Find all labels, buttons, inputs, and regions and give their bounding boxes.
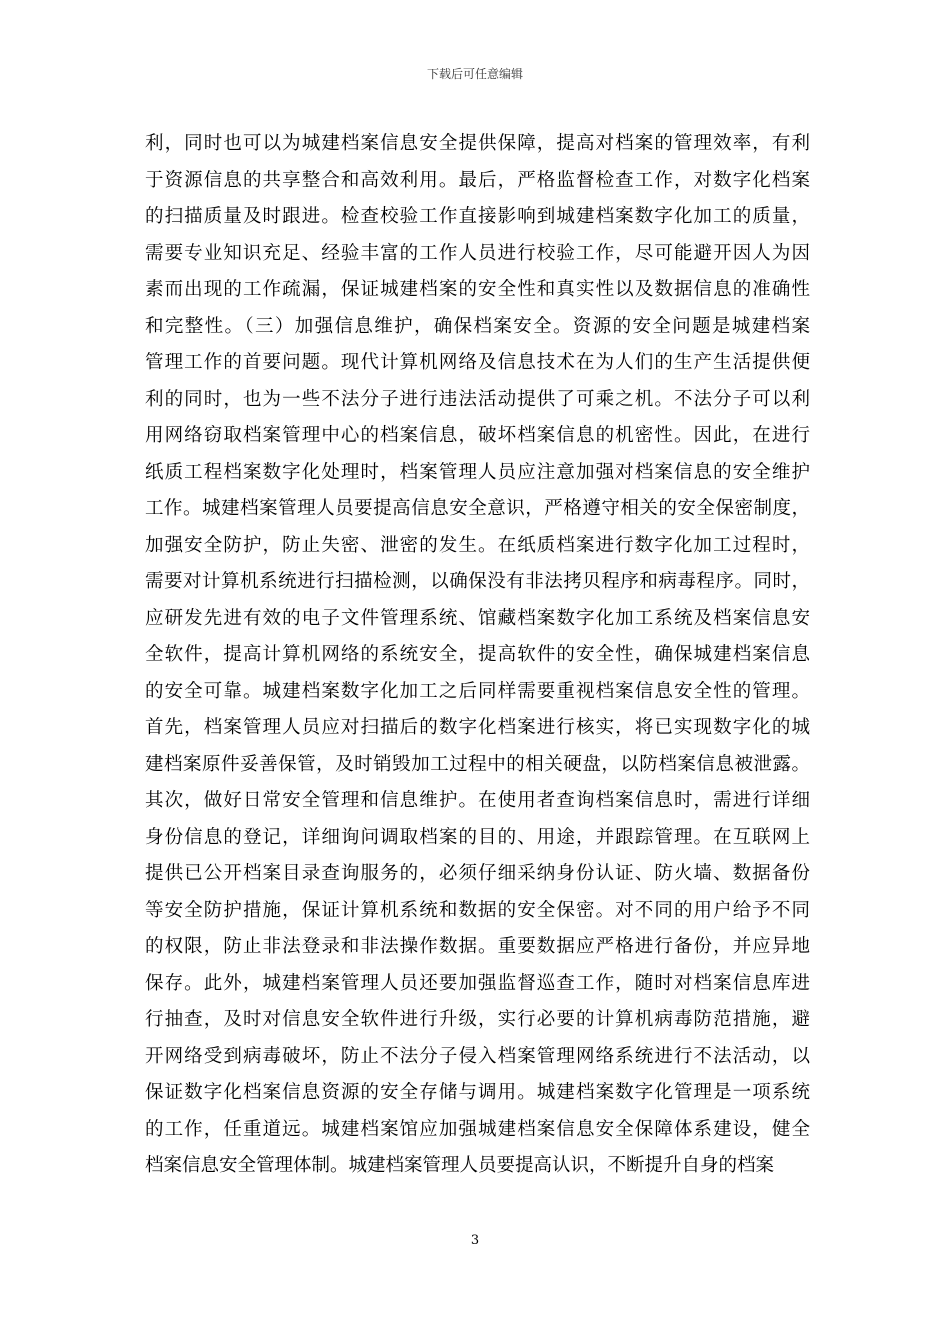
text-line: 建档案原件妥善保管，及时销毁加工过程中的相关硬盘，以防档案信息被泄露。 — [145, 753, 810, 775]
text-line: 利的同时，也为一些不法分子进行违法活动提供了可乘之机。不法分子可以利 — [145, 388, 810, 410]
text-line: 保存。此外，城建档案管理人员还要加强监督巡查工作，随时对档案信息库进 — [145, 972, 810, 994]
text-line: 保证数字化档案信息资源的安全存储与调用。城建档案数字化管理是一项系统 — [145, 1082, 810, 1103]
text-line: 的工作，任重道远。城建档案馆应加强城建档案信息安全保障体系建设，健全 — [145, 1118, 810, 1140]
text-line: 管理工作的首要问题。现代计算机网络及信息技术在为人们的生产生活提供便 — [145, 352, 810, 373]
text-line: 等安全防护措施，保证计算机系统和数据的安全保密。对不同的用户给予不同 — [145, 899, 810, 921]
body-text — [145, 126, 810, 1185]
text-line: 其次，做好日常安全管理和信息维护。在使用者查询档案信息时，需进行详细 — [145, 790, 810, 811]
text-line: 需要对计算机系统进行扫描检测，以确保没有非法拷贝程序和病毒程序。同时， — [145, 571, 810, 592]
page-header: 下载后可任意编辑 — [426, 67, 523, 81]
text-line: 工作。城建档案管理人员要提高信息安全意识，严格遵守相关的安全保密制度， — [145, 498, 810, 519]
text-line: 开网络受到病毒破坏，防止不法分子侵入档案管理网络系统进行不法活动，以 — [145, 1045, 810, 1067]
text-line: 的权限，防止非法登录和非法操作数据。重要数据应严格进行备份，并应异地 — [145, 936, 810, 957]
text-line: 全软件，提高计算机网络的系统安全，提高软件的安全性，确保城建档案信息 — [145, 644, 810, 665]
text-line: 档案信息安全管理体制。城建档案管理人员要提高认识，不断提升自身的档案 — [145, 1155, 775, 1176]
text-line: 利，同时也可以为城建档案信息安全提供保障，提高对档案的管理效率，有利 — [145, 133, 810, 154]
text-line: 需要专业知识充足、经验丰富的工作人员进行校验工作，尽可能避开因人为因 — [145, 242, 810, 264]
text-line: 的安全可靠。城建档案数字化加工之后同样需要重视档案信息安全性的管理。 — [145, 680, 810, 702]
text-line: 用网络窃取档案管理中心的档案信息，破坏档案信息的机密性。因此，在进行 — [145, 425, 810, 446]
text-line: 素而出现的工作疏漏，保证城建档案的安全性和真实性以及数据信息的准确性 — [145, 279, 810, 300]
text-line: 提供已公开档案目录查询服务的，必须仔细采纳身份认证、防火墙、数据备份 — [145, 863, 810, 884]
text-line: 应研发先进有效的电子文件管理系统、馆藏档案数字化加工系统及档案信息安 — [145, 607, 810, 629]
text-line: 的扫描质量及时跟进。检查校验工作直接影响到城建档案数字化加工的质量， — [145, 206, 810, 227]
text-line: 和完整性。（三）加强信息维护，确保档案安全。资源的安全问题是城建档案 — [145, 315, 810, 337]
page-number: 3 — [470, 1233, 480, 1248]
text-line: 行抽查，及时对信息安全软件进行升级，实行必要的计算机病毒防范措施，避 — [145, 1009, 810, 1030]
text-line: 身份信息的登记，详细询问调取档案的目的、用途，并跟踪管理。在互联网上 — [145, 826, 810, 848]
text-line: 纸质工程档案数字化处理时，档案管理人员应注意加强对档案信息的安全维护 — [145, 461, 810, 483]
text-line: 于资源信息的共享整合和高效利用。最后，严格监督检查工作，对数字化档案 — [145, 169, 810, 191]
text-line: 首先，档案管理人员应对扫描后的数字化档案进行核实，将已实现数字化的城 — [145, 717, 810, 738]
text-line: 加强安全防护，防止失密、泄密的发生。在纸质档案进行数字化加工过程时， — [145, 534, 810, 556]
